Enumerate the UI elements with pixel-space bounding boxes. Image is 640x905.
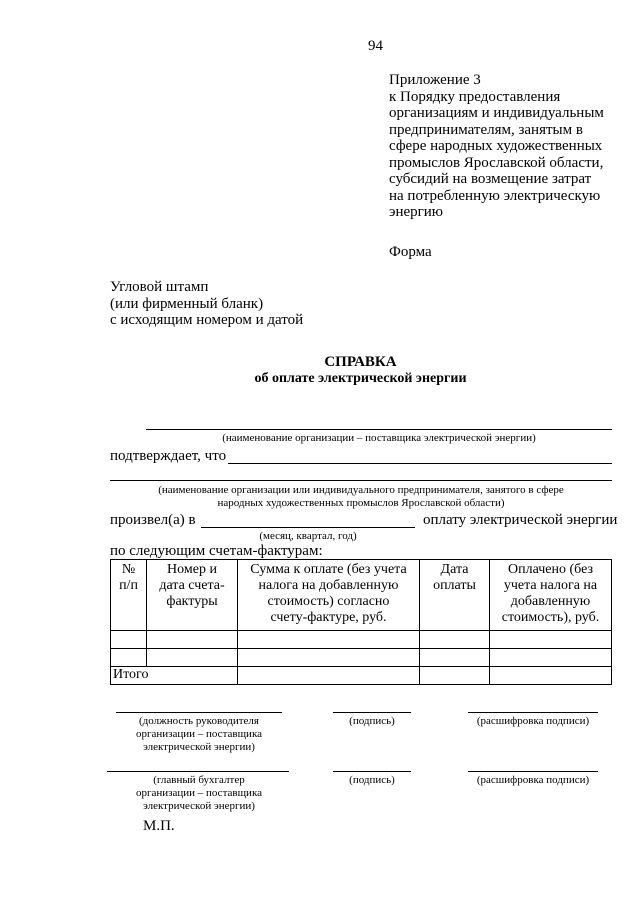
form-label: Форма (389, 244, 432, 260)
stamp-line: (или фирменный бланк) (110, 295, 264, 312)
document-title: СПРАВКА (324, 354, 397, 370)
period-hint: (месяц, квартал, год) (259, 530, 357, 542)
supplier-name-line (146, 429, 612, 430)
table-row (111, 631, 612, 649)
head-position-hint: (должность руководителя организации – поставщика электрической энергии) (135, 715, 263, 753)
accountant-position-line (107, 771, 289, 772)
appendix-line: сфере народных художественных (389, 138, 603, 154)
total-label: Итого (111, 667, 238, 685)
invoices-intro: по следующим счетам-фактурам: (110, 543, 323, 559)
table-cell[interactable] (147, 631, 238, 649)
payer-hint-2: народных художественных промыслов Ярославской области) (217, 497, 505, 509)
appendix-line: промыслов Ярославской области, (389, 154, 604, 171)
payment-text: оплату электрической энергии (423, 512, 618, 528)
table-cell[interactable] (420, 631, 490, 649)
accountant-decoding-hint: (расшифровка подписи) (476, 774, 590, 786)
accountant-signature-hint: (подпись) (349, 774, 395, 786)
appendix-block (389, 72, 629, 221)
stamp-block (110, 279, 303, 329)
supplier-hint: (наименование организации – поставщика электрической энергии) (222, 432, 536, 444)
stamp-line: с исходящим номером и датой (110, 312, 304, 328)
table-total-row (111, 667, 612, 685)
table-row (111, 649, 612, 667)
accountant-decoding-line (468, 771, 598, 772)
produced-in-text: произвел(а) в (110, 512, 196, 528)
table-cell[interactable] (420, 649, 490, 667)
document-subtitle: об оплате электрической энергии (254, 371, 467, 386)
header-cell-amount-due: Сумма к оплате (без учета налога на добавленную стоимость) согласно счету-фактуре, руб. (238, 560, 420, 631)
header-cell-paid: Оплачено (без учета налога на добавленную стоимость), руб. (490, 560, 612, 631)
confirms-text: подтверждает, что (110, 448, 227, 464)
table-cell[interactable] (111, 649, 147, 667)
table-cell[interactable] (147, 649, 238, 667)
appendix-line: организациям и индивидуальным (389, 105, 604, 121)
appendix-line: субсидий на возмещение затрат (389, 171, 592, 187)
head-decoding-line (468, 712, 598, 713)
header-cell-number: № п/п (111, 560, 147, 631)
head-position-line (116, 712, 282, 713)
invoices-table (110, 559, 612, 685)
period-line (201, 527, 415, 528)
table-cell[interactable] (490, 667, 612, 685)
table-cell[interactable] (490, 649, 612, 667)
head-decoding-hint: (расшифровка подписи) (476, 715, 590, 727)
header-cell-invoice: Номер и дата счета- фактуры (147, 560, 238, 631)
accountant-position-hint: (главный бухгалтер организации – поставщика электрической энергии) (135, 774, 263, 812)
appendix-line: на потребленную электрическую (389, 187, 601, 204)
page-number: 94 (368, 38, 383, 54)
table-cell[interactable] (238, 631, 420, 649)
table-cell[interactable] (420, 667, 490, 685)
appendix-line: энергию (389, 204, 444, 220)
stamp-line: Угловой штамп (110, 279, 209, 295)
table-header-row (111, 560, 612, 631)
table-cell[interactable] (238, 649, 420, 667)
payer-hint-1: (наименование организации или индивидуального предпринимателя, занятого в сфере (158, 484, 564, 496)
header-cell-payment-date: Дата оплаты (420, 560, 490, 631)
appendix-line: Приложение 3 (389, 72, 481, 88)
payer-name-line (110, 480, 612, 481)
table-cell[interactable] (490, 631, 612, 649)
head-signature-hint: (подпись) (349, 715, 395, 727)
table-cell[interactable] (111, 631, 147, 649)
accountant-signature-line (333, 771, 411, 772)
head-signature-line (333, 712, 411, 713)
seal-label: М.П. (143, 818, 175, 834)
table-cell[interactable] (238, 667, 420, 685)
appendix-line: к Порядку предоставления (389, 88, 561, 105)
confirms-line (228, 463, 612, 464)
appendix-line: предпринимателям, занятым в (389, 121, 583, 138)
